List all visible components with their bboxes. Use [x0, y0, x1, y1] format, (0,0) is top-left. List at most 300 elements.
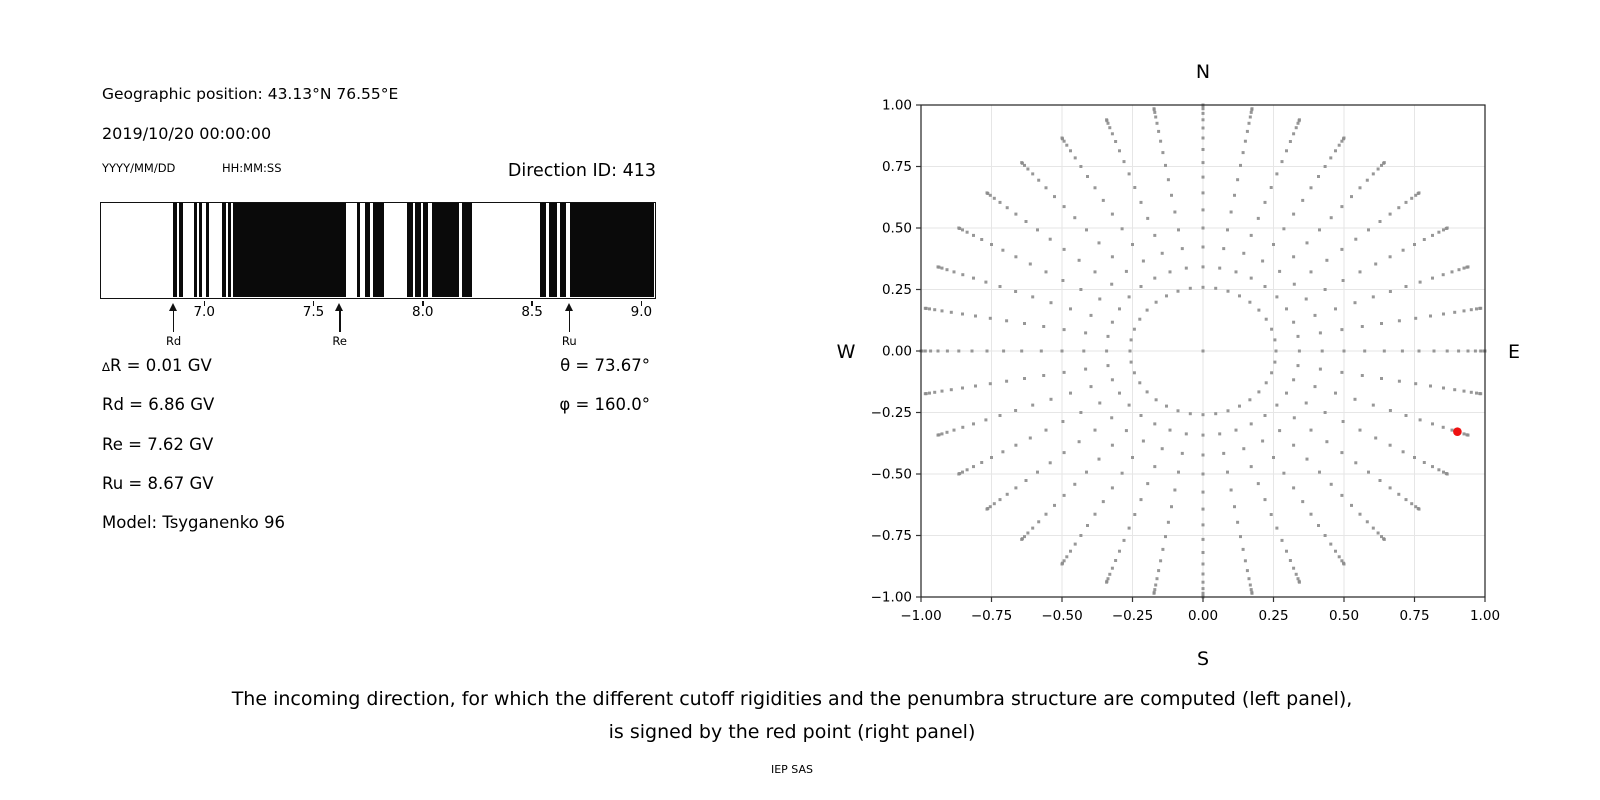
scatter-dot	[1140, 201, 1143, 204]
scatter-dot	[1094, 186, 1097, 189]
y-tick-label: −0.50	[870, 466, 912, 483]
scatter-dot	[1359, 429, 1362, 432]
scatter-dot	[1405, 498, 1408, 501]
scatter-dot	[961, 273, 964, 276]
scatter-dot	[1133, 371, 1136, 374]
penumbra-tick-label: 8.0	[412, 304, 434, 320]
compass-label-west: W	[836, 341, 856, 363]
scatter-dot	[961, 313, 964, 316]
scatter-dot	[1419, 281, 1422, 284]
scatter-dot	[1114, 140, 1117, 143]
scatter-dot	[1202, 413, 1205, 416]
direction-plot	[830, 40, 1550, 670]
scatter-dot	[1079, 165, 1082, 168]
scatter-dot	[1325, 440, 1328, 443]
scatter-dot	[1314, 314, 1317, 317]
scatter-dot	[1389, 213, 1392, 216]
scatter-dot	[1306, 458, 1309, 461]
scatter-dot	[1202, 434, 1205, 437]
date-format-label: YYYY/MM/DD	[102, 161, 176, 175]
scatter-dot	[1453, 388, 1456, 391]
scatter-dot	[1275, 350, 1278, 353]
scatter-dot	[1001, 249, 1004, 252]
scatter-dot	[1324, 165, 1327, 168]
scatter-dot	[1085, 471, 1088, 474]
scatter-dot	[1153, 234, 1156, 237]
scatter-dot	[1289, 140, 1292, 143]
scatter-dot	[1377, 532, 1380, 535]
scatter-dot	[1031, 527, 1034, 530]
scatter-dot	[1108, 573, 1111, 576]
scatter-dot	[1086, 524, 1089, 527]
scatter-dot	[1123, 160, 1126, 163]
scatter-dot	[993, 197, 996, 200]
scatter-dot	[941, 267, 944, 270]
x-tick-label: 0.25	[1258, 608, 1289, 624]
y-tick-label: −1.00	[870, 589, 912, 606]
scatter-dot	[1380, 377, 1383, 380]
penumbra-segment	[194, 203, 198, 297]
scatter-dot	[1379, 479, 1382, 482]
scatter-dot	[1108, 126, 1111, 129]
scatter-dot	[1282, 227, 1285, 230]
scatter-dot	[986, 191, 989, 194]
scatter-dot	[1118, 392, 1121, 395]
scatter-dot	[1431, 465, 1434, 468]
scatter-dot	[1383, 161, 1386, 164]
scatter-dot	[1329, 156, 1332, 159]
scatter-dot	[999, 414, 1002, 417]
scatter-dot	[1153, 277, 1156, 280]
scatter-dot	[1292, 255, 1295, 258]
scatter-dot	[1102, 500, 1105, 503]
scatter-dot	[1069, 392, 1072, 395]
scatter-dot	[1402, 450, 1405, 453]
scatter-dot	[1463, 309, 1466, 312]
scatter-dot	[1079, 411, 1082, 414]
scatter-dot	[1330, 216, 1333, 219]
penumbra-segment	[462, 203, 473, 297]
theta-value: θ = 73.67°	[560, 356, 650, 375]
scatter-dot	[1079, 288, 1082, 291]
scatter-dot	[946, 431, 949, 434]
scatter-dot	[1250, 422, 1253, 425]
scatter-dot	[1281, 539, 1284, 542]
scatter-dot	[1413, 243, 1416, 246]
scatter-dot	[1118, 149, 1121, 152]
re-value: Re = 7.62 GV	[102, 435, 214, 454]
scatter-dot	[984, 418, 987, 421]
scatter-dot	[1165, 405, 1168, 408]
scatter-dot	[1157, 569, 1160, 572]
Re-arrow-stem	[339, 310, 341, 332]
scatter-dot	[1202, 127, 1205, 130]
scatter-dot	[1423, 461, 1426, 464]
scatter-dot	[1246, 130, 1249, 133]
scatter-dot	[1467, 265, 1470, 268]
scatter-dot	[1350, 195, 1353, 198]
scatter-dot	[990, 456, 993, 459]
scatter-dot	[1285, 392, 1288, 395]
scatter-dot	[1281, 160, 1284, 163]
scatter-dot	[1418, 191, 1421, 194]
scatter-dot	[1226, 471, 1229, 474]
scatter-dot	[1202, 491, 1205, 494]
scatter-dot	[1189, 412, 1192, 415]
scatter-dot	[1202, 246, 1205, 249]
scatter-dot	[1282, 472, 1285, 475]
scatter-dot	[1405, 201, 1408, 204]
penumbra-segment	[415, 203, 421, 297]
scatter-dot	[1289, 559, 1292, 562]
scatter-dot	[1470, 308, 1473, 311]
scatter-dot	[1340, 328, 1343, 331]
scatter-dot	[1463, 390, 1466, 393]
scatter-dot	[1031, 404, 1034, 407]
scatter-dot	[1342, 420, 1345, 423]
scatter-dot	[1479, 350, 1482, 353]
scatter-dot	[1418, 508, 1421, 511]
scatter-dot	[1273, 361, 1276, 364]
scatter-dot	[1379, 220, 1382, 223]
scatter-dot	[1297, 577, 1300, 580]
scatter-dot	[961, 228, 964, 231]
scatter-dot	[1334, 149, 1337, 152]
scatter-dot	[1238, 405, 1241, 408]
direction-id-text: Direction ID: 413	[507, 161, 656, 181]
scatter-dot	[1329, 543, 1332, 546]
x-tick-label: 1.00	[1469, 608, 1501, 624]
scatter-dot	[1164, 535, 1167, 538]
scatter-dot	[1140, 498, 1143, 501]
scatter-dot	[1343, 137, 1346, 140]
scatter-dot	[1324, 288, 1327, 291]
scatter-dot	[1128, 172, 1131, 175]
penumbra-plot-frame	[100, 202, 656, 299]
scatter-dot	[1159, 140, 1162, 143]
scatter-dot	[1334, 392, 1337, 395]
scatter-dot	[1298, 350, 1301, 353]
scatter-dot	[1354, 301, 1357, 304]
scatter-dot	[1270, 186, 1273, 189]
scatter-dot	[1118, 307, 1121, 310]
scatter-dot	[989, 317, 992, 320]
scatter-dot	[1306, 241, 1309, 244]
scatter-dot	[1363, 350, 1366, 353]
scatter-dot	[1235, 429, 1238, 432]
scatter-dot	[1029, 263, 1032, 266]
scatter-dot	[1230, 211, 1233, 214]
scatter-dot	[1244, 140, 1247, 143]
scatter-dot	[1014, 444, 1017, 447]
scatter-dot	[989, 382, 992, 385]
scatter-dot	[1005, 380, 1008, 383]
scatter-dot	[972, 234, 975, 237]
scatter-dot	[999, 498, 1002, 501]
scatter-dot	[1366, 520, 1369, 523]
scatter-dot	[1128, 527, 1131, 530]
scatter-dot	[1202, 137, 1205, 140]
scatter-dot	[1063, 248, 1066, 251]
penumbra-segment	[549, 203, 558, 297]
scatter-dot	[984, 281, 987, 284]
scatter-dot	[1397, 206, 1400, 209]
scatter-dot	[1354, 238, 1357, 241]
scatter-dot	[1111, 321, 1114, 324]
scatter-dot	[1173, 489, 1176, 492]
scatter-dot	[1063, 494, 1066, 497]
penumbra-segment	[179, 203, 183, 297]
scatter-dot	[1250, 234, 1253, 237]
scatter-dot	[1389, 444, 1392, 447]
datetime-text: 2019/10/20 00:00:00	[102, 124, 272, 143]
penumbra-segment	[560, 203, 566, 297]
scatter-dot	[1177, 471, 1180, 474]
scatter-dot	[1334, 307, 1337, 310]
scatter-dot	[1324, 534, 1327, 537]
scatter-dot	[1310, 513, 1313, 516]
scatter-dot	[1325, 259, 1328, 262]
scatter-dot	[1169, 270, 1172, 273]
scatter-dot	[1442, 273, 1445, 276]
scatter-dot	[1107, 335, 1110, 338]
scatter-dot	[1061, 563, 1064, 566]
scatter-dot	[1251, 107, 1254, 110]
scatter-dot	[1114, 559, 1117, 562]
scatter-dot	[1069, 307, 1072, 310]
scatter-dot	[1014, 486, 1017, 489]
scatter-dot	[1374, 263, 1377, 266]
scatter-dot	[1383, 538, 1386, 541]
scatter-dot	[1298, 581, 1301, 584]
scatter-dot	[1167, 521, 1170, 524]
penumbra-segment	[199, 203, 202, 297]
scatter-dot	[1002, 350, 1005, 353]
scatter-dot	[1063, 451, 1066, 454]
scatter-dot	[1257, 390, 1260, 393]
scatter-dot	[1218, 267, 1221, 270]
scatter-dot	[1037, 520, 1040, 523]
scatter-dot	[1042, 325, 1045, 328]
scatter-dot	[1457, 350, 1460, 353]
scatter-dot	[1405, 414, 1408, 417]
scatter-dot	[1338, 555, 1341, 558]
scatter-dot	[1401, 350, 1404, 353]
scatter-dot	[1248, 301, 1251, 304]
scatter-dot	[1086, 175, 1089, 178]
scatter-dot	[946, 268, 949, 271]
scatter-dot	[1236, 178, 1239, 181]
scatter-dot	[1233, 194, 1236, 197]
scatter-dot	[1230, 489, 1233, 492]
scatter-dot	[1354, 398, 1357, 401]
scatter-dot	[1159, 559, 1162, 562]
scatter-dot	[1167, 178, 1170, 181]
scatter-dot	[1324, 411, 1327, 414]
scatter-dot	[1249, 584, 1252, 587]
scatter-dot	[1050, 398, 1053, 401]
y-tick-label: 0.25	[881, 282, 912, 298]
scatter-dot	[1317, 524, 1320, 527]
scatter-dot	[1442, 471, 1445, 474]
scatter-dot	[1157, 130, 1160, 133]
scatter-dot	[1105, 118, 1108, 121]
scatter-dot	[1410, 502, 1413, 505]
scatter-dot	[1118, 550, 1121, 553]
scatter-dot	[999, 285, 1002, 288]
scatter-dot	[1402, 249, 1405, 252]
scatter-dot	[1025, 220, 1028, 223]
scatter-dot	[1340, 451, 1343, 454]
Rd-arrow-label: Rd	[165, 334, 182, 348]
scatter-dot	[1025, 479, 1028, 482]
scatter-dot	[1451, 270, 1454, 273]
scatter-dot	[1065, 144, 1068, 147]
scatter-dot	[1242, 447, 1245, 450]
scatter-dot	[1372, 172, 1375, 175]
penumbra-tick-label: 7.5	[302, 304, 325, 320]
scatter-dot	[1125, 270, 1128, 273]
scatter-dot	[1063, 371, 1066, 374]
scatter-dot	[950, 311, 953, 314]
scatter-dot	[1026, 168, 1029, 171]
time-format-label: HH:MM:SS	[222, 161, 282, 175]
scatter-dot	[1036, 471, 1039, 474]
scatter-dot	[957, 350, 960, 353]
scatter-dot	[1389, 409, 1392, 412]
scatter-dot	[1343, 563, 1346, 566]
scatter-dot	[966, 468, 969, 471]
scatter-dot	[1181, 247, 1184, 250]
scatter-dot	[1292, 444, 1295, 447]
scatter-dot	[1475, 392, 1478, 395]
scatter-dot	[1321, 350, 1324, 353]
penumbra-tick-label: 7.0	[193, 304, 215, 320]
scatter-dot	[1246, 569, 1249, 572]
scatter-dot	[1111, 486, 1114, 489]
x-tick-label: −1.00	[900, 608, 942, 624]
scatter-dot	[1155, 398, 1158, 401]
scatter-dot	[1140, 414, 1143, 417]
scatter-dot	[1359, 270, 1362, 273]
scatter-dot	[990, 243, 993, 246]
scatter-dot	[1073, 216, 1076, 219]
scatter-dot	[928, 307, 931, 310]
scatter-dot	[961, 471, 964, 474]
scatter-dot	[1239, 164, 1242, 167]
scatter-dot	[1005, 319, 1008, 322]
scatter-dot	[1073, 483, 1076, 486]
scatter-dot	[1074, 156, 1077, 159]
scatter-dot	[1297, 122, 1300, 125]
scatter-dot	[1130, 361, 1133, 364]
scatter-dot	[1133, 186, 1136, 189]
scatter-dot	[1105, 350, 1108, 353]
x-tick-label: 0.00	[1187, 608, 1219, 624]
scatter-dot	[1257, 309, 1260, 312]
scatter-dot	[966, 231, 969, 234]
penumbra-segment	[173, 203, 177, 297]
scatter-dot	[1383, 350, 1386, 353]
scatter-dot	[1397, 493, 1400, 496]
scatter-dot	[1297, 364, 1300, 367]
scatter-dot	[1270, 371, 1273, 374]
scatter-dot	[986, 350, 989, 353]
scatter-dot	[1285, 149, 1288, 152]
scatter-dot	[1045, 429, 1048, 432]
caption-line-1: The incoming direction, for which the different cutoff rigidities and the penumbra structure are computed (left panel),	[231, 688, 1353, 710]
scatter-dot	[1295, 573, 1298, 576]
scatter-dot	[1161, 151, 1164, 154]
scatter-dot	[1128, 295, 1131, 298]
delta-symbol: ∆	[102, 360, 110, 374]
scatter-dot	[1156, 577, 1159, 580]
scatter-dot	[1061, 279, 1064, 282]
scatter-dot	[1020, 350, 1023, 353]
scatter-dot	[1153, 592, 1156, 595]
phi-value: φ = 160.0°	[559, 395, 650, 414]
scatter-dot	[1202, 112, 1205, 115]
scatter-dot	[1227, 290, 1230, 293]
scatter-dot	[1078, 259, 1081, 262]
scatter-dot	[1359, 513, 1362, 516]
scatter-dot	[1285, 307, 1288, 310]
scatter-dot	[937, 434, 940, 437]
scatter-dot	[1164, 164, 1167, 167]
scatter-dot	[1257, 217, 1260, 220]
scatter-dot	[1202, 573, 1205, 576]
scatter-dot	[1389, 486, 1392, 489]
y-tick-label: 1.00	[881, 97, 912, 114]
penumbra-segment	[233, 203, 346, 297]
scatter-dot	[1398, 380, 1401, 383]
scatter-dot	[1367, 228, 1370, 231]
scatter-dot	[1372, 295, 1375, 298]
scatter-dot	[1202, 563, 1205, 566]
scatter-dot	[1264, 498, 1267, 501]
ru-value: Ru = 8.67 GV	[102, 474, 214, 493]
scatter-dot	[1069, 149, 1072, 152]
scatter-dot	[1242, 151, 1245, 154]
scatter-dot	[924, 350, 927, 353]
scatter-dot	[1463, 267, 1466, 270]
scatter-dot	[1202, 551, 1205, 554]
scatter-dot	[1153, 465, 1156, 468]
scatter-dot	[1474, 350, 1477, 353]
Ru-arrow-label: Ru	[561, 334, 577, 348]
scatter-dot	[1074, 543, 1077, 546]
scatter-dot	[1040, 350, 1043, 353]
y-tick-label: −0.25	[870, 405, 912, 421]
scatter-dot	[1189, 287, 1192, 290]
scatter-dot	[1479, 392, 1482, 395]
scatter-dot	[1451, 429, 1454, 432]
compass-label-north: N	[1195, 61, 1211, 83]
scatter-dot	[1202, 208, 1205, 211]
scatter-dot	[974, 315, 977, 318]
scatter-dot	[924, 307, 927, 310]
scatter-dot	[1023, 322, 1026, 325]
penumbra-segment	[432, 203, 460, 297]
scatter-dot	[1061, 350, 1064, 353]
scatter-dot	[1433, 350, 1436, 353]
scatter-dot	[1265, 318, 1268, 321]
scatter-dot	[1305, 298, 1308, 301]
scatter-dot	[1130, 338, 1133, 341]
scatter-dot	[1226, 228, 1229, 231]
scatter-dot	[980, 461, 983, 464]
scatter-dot	[1479, 307, 1482, 310]
